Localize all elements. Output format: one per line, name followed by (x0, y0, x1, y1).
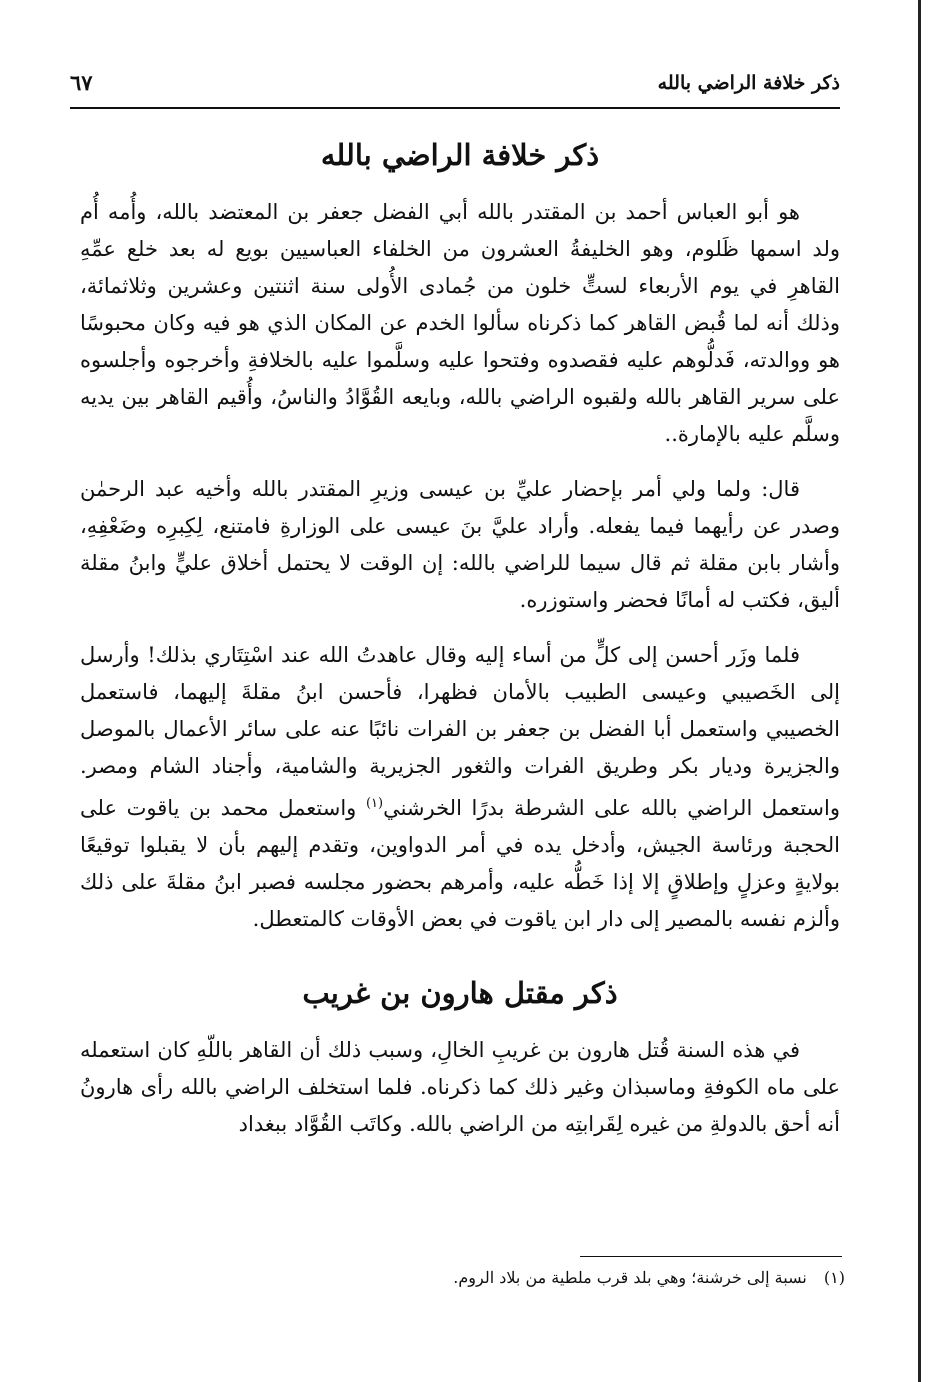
footnote-text: نسبة إلى خرشنة؛ وهي بلد قرب ملطية من بلاد الروم. (453, 1268, 807, 1287)
paragraph-text-part-1: فلما وزَر أحسن إلى كلٍّ من أساء إليه وقال عاهدتُ الله عند اسْتِتَاري بذلك! وأرسل إلى الخَصيبي وعيسى الطبيب بالأمان فظهرا، فأحسن ابنُ مقلةَ إليهما، فاستعمل الخصيبي واستعمل أبا الفضل بن جعفر بن الفرات نائبًا عنه على سائر الأعمال بالموصل والجزيرة وديار بكر وطريق الفرات والثغور الجزيرية والشامية، وأجناد الشام ومصر. واستعمل الراضي بالله على الشرطة بدرًا الخرشني (80, 643, 840, 820)
footnote-number: (١) (823, 1268, 845, 1287)
paragraph-vizier-appointment: قال: ولما ولي أمر بإحضار عليِّ بن عيسى وزيرِ المقتدر بالله وأخيه عبد الرحمٰن وصدر عن رأيهما فيما يفعله. وأراد عليَّ بنَ عيسى على الوزارةِ فامتنع، لِكِبرِه وضَعْفِهِ، وأشار بابن مقلة ثم قال سيما للراضي بالله: إن الوقت لا يحتمل أخلاق عليٍّ وابنُ مقلة أليق، فكتب له أمانًا فحضر واستوزره. (80, 477, 840, 612)
paragraph-ibn-muqla-policy (80, 637, 840, 938)
footnote (300, 1268, 845, 1287)
page-number: ٦٧ (70, 70, 93, 95)
paragraph-text-part-2: واستعمل محمد بن ياقوت على الحجبة ورئاسة الجيش، وأدخل يده في أمر الدواوين، وتقدم إليهم بأن لا يقبلوا توقيعًا بولايةٍ وعزلٍ وإطلاقٍ إلا إذا خَطُّه عليه، وأمرهم بحضور مجلسه فصبر ابنُ مقلةَ على ذلك وألزم نفسه بالمصير إلى دار ابن ياقوت في بعض الأوقات كالمتعطل. (80, 796, 840, 931)
section-title-harun-death: ذكر مقتل هارون بن غريب (302, 976, 618, 1010)
paragraph-caliph-intro: هو أبو العباس أحمد بن المقتدر بالله أبي الفضل جعفر بن المعتضد بالله، وأُمه أُم ولد اسمها ظَلوم، وهو الخليفةُ العشرون من الخلفاء العباسيين بويع له بعد خلع عمِّهِ القاهرِ في يوم الأربعاء لستٍّ خلون من جُمادى الأُولى سنة اثنتين وعشرين وثلاثمائة، وذلك أنه لما قُبض القاهر كما ذكرناه سألوا الخدم عن المكان الذي هو فيه وكان محبوسًا هو ووالدته، فَدلُّوهم عليه فقصدوه وفتحوا عليه وسلَّموا عليه بالخلافةِ وأخرجوه وأجلسوه على سرير القاهر بالله ولقبوه الراضي بالله، وبايعه القُوَّادُ والناسُ، وأُقيم القاهر بين يديه وسلَّم عليه بالإمارة.. (80, 200, 840, 446)
main-body (80, 120, 840, 1161)
footnote-rule (580, 1256, 842, 1257)
paragraph-harun: في هذه السنة قُتل هارون بن غريبِ الخالِ، وسبب ذلك أن القاهر باللّهِ كان استعمله على ماه الكوفةِ وماسبذان وغير ذلك كما ذكرناه. فلما استخلف الراضي بالله رأى هارونُ أنه أحق بالدولةِ من غيره لِقَرابتِه من الراضي بالله. وكاتَب القُوَّاد ببغداد (80, 1038, 840, 1136)
section-title-caliphate: ذكر خلافة الراضي بالله (320, 138, 600, 172)
header-rule (70, 107, 840, 109)
page-edge-line (918, 0, 921, 1382)
running-title: ذكر خلافة الراضي بالله (657, 72, 840, 94)
running-header (70, 60, 840, 100)
footnote-marker: (١) (365, 796, 384, 811)
